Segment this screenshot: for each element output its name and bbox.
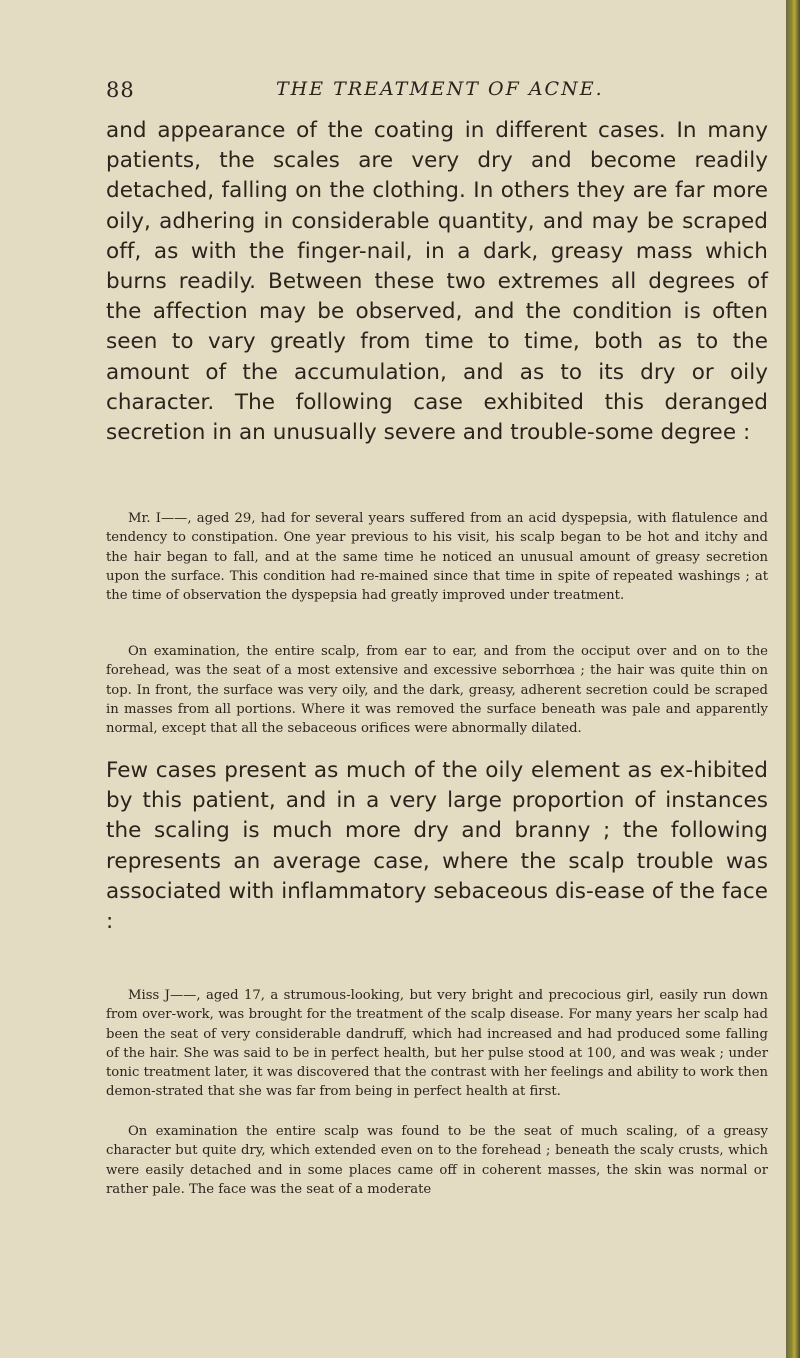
page-edge — [786, 0, 800, 1358]
running-head — [106, 78, 766, 108]
case-1-examination: On examination, the entire scalp, from ear to ear, and from the occiput over and on to the forehead, was the seat of a most extensive and excessive seborrhœa ; the hair was quite thin on top. In front, the surface was very oily, and the dark, greasy, adherent secretion could be scraped in masses from all portions. Where it was removed the surface beneath was pale and apparently normal, except that all the sebaceous orifices were abnormally dilated. — [106, 644, 768, 737]
case-2-examination: On examination the entire scalp was found to be the seat of much scaling, of a greasy character but quite dry, which extended even on to the forehead ; beneath the scaly crusts, which were easily detached and in some places came off in coherent masses, the skin was normal or rather pale. The face was the seat of a moderate — [106, 1124, 768, 1197]
page-number: 88 — [106, 78, 135, 102]
case-2-history: Miss J——, aged 17, a strumous-looking, but very bright and precocious girl, easily run down from over-work, was brought for the treatment of the scalp disease. For many years her scalp had been the seat of very considerable dandruff, which had increased and had produced some falling of the hair. She was said to be in perfect health, but her pulse stood at 100, and was weak ; under tonic treatment later, it was discovered that the contrast with her feelings and ability to work then demon-strated that she was far from being in perfect health at first. — [106, 988, 768, 1100]
body-paragraph-2: Few cases present as much of the oily element as ex-hibited by this patient, and in a very large proportion of instances the scaling is much more dry and branny ; the following represents an average case, where the scalp trouble was associated with inflammatory sebaceous dis-ease of the face : — [106, 758, 768, 935]
running-title: THE TREATMENT OF ACNE. — [276, 78, 604, 100]
case-1-history: Mr. I——, aged 29, had for several years suffered from an acid dyspepsia, with flatulence and tendency to constipation. One year previous to his visit, his scalp began to be hot and itchy and the hair began to fall, and at the same time he noticed an unusual amount of greasy secretion upon the surface. This condition had re-mained since that time in spite of repeated washings ; at the time of observation the dyspepsia had greatly improved under treatment. — [106, 511, 768, 604]
body-paragraph-1: and appearance of the coating in different cases. In many patients, the scales are very dry and become readily detached, falling on the clothing. In others they are far more oily, adhering in considerable quantity, and may be scraped off, as with the finger-nail, in a dark, greasy mass which burns readily. Between these two extremes all degrees of the affection may be observed, and the condition is often seen to vary greatly from time to time, both as to the amount of the accumulation, and as to its dry or oily character. The following case exhibited this deranged secretion in an unusually severe and trouble-some degree : — [106, 118, 768, 446]
